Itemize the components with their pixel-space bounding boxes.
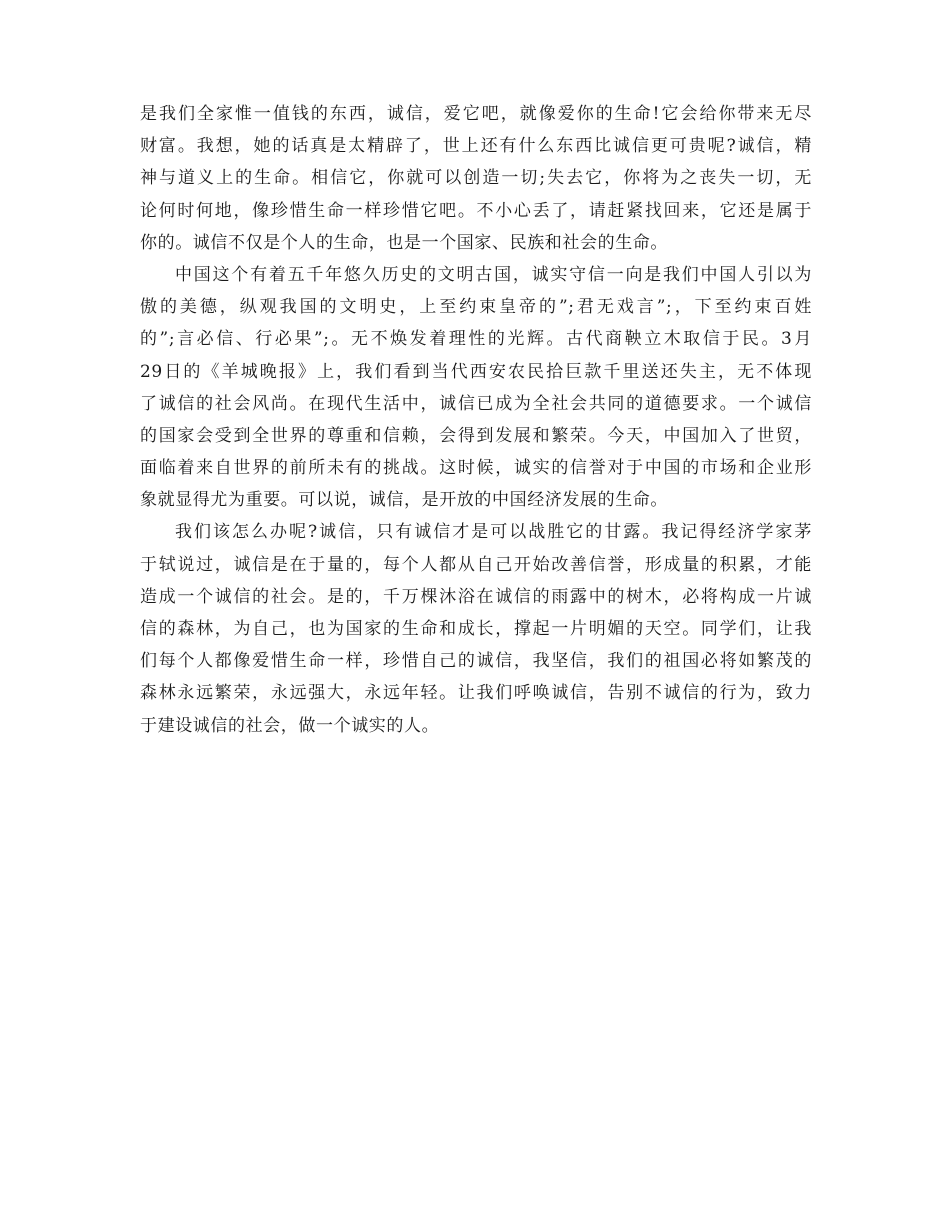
text-line: 象就显得尤为重要。可以说，诚信，是开放的中国经济发展的生命。 (140, 490, 668, 511)
text-line: 神与道义上的生命。相信它，你就可以创造一切;失去它，你将为之丧失一切，无 (140, 168, 812, 189)
paragraph-1 (140, 98, 812, 259)
paragraph-2 (140, 259, 812, 517)
text-line: 的国家会受到全世界的尊重和信赖，会得到发展和繁荣。今天，中国加入了世贸， (140, 425, 812, 446)
text-line: 森林永远繁荣，永远强大，永远年轻。让我们呼唤诚信，告别不诚信的行为，致力 (140, 683, 812, 704)
text-line: 论何时何地，像珍惜生命一样珍惜它吧。不小心丢了，请赶紧找回来，它还是属于 (140, 200, 812, 221)
text-line: 造成一个诚信的社会。是的，千万棵沐浴在诚信的雨露中的树木，必将构成一片诚 (140, 586, 812, 607)
body-text (140, 98, 812, 742)
text-line: 傲的美德，纵观我国的文明史，上至约束皇帝的”;君无戏言”;，下至约束百姓 (140, 297, 812, 318)
text-line: 于建设诚信的社会，做一个诚实的人。 (140, 715, 440, 736)
text-line: 于轼说过，诚信是在于量的，每个人都从自己开始改善信誉，形成量的积累，才能 (140, 554, 812, 575)
text-line: 中国这个有着五千年悠久历史的文明古国，诚实守信一向是我们中国人引以为 (175, 264, 812, 285)
text-line: 29日的《羊城晚报》上，我们看到当代西安农民拾巨款千里送还失主，无不体现 (140, 361, 812, 382)
text-line: 的”;言必信、行必果”;。无不焕发着理性的光辉。古代商鞅立木取信于民。3月 (140, 329, 812, 350)
text-line: 面临着来自世界的前所未有的挑战。这时候，诚实的信誉对于中国的市场和企业形 (140, 458, 812, 479)
text-line: 们每个人都像爱惜生命一样，珍惜自己的诚信，我坚信，我们的祖国必将如繁茂的 (140, 651, 812, 672)
text-line: 是我们全家惟一值钱的东西，诚信，爱它吧，就像爱你的生命!它会给你带来无尽 (140, 104, 812, 124)
text-line: 我们该怎么办呢?诚信，只有诚信才是可以战胜它的甘露。我记得经济学家茅 (175, 522, 812, 543)
text-line: 了诚信的社会风尚。在现代生活中，诚信已成为全社会共同的道德要求。一个诚信 (140, 393, 812, 414)
paragraph-3 (140, 516, 812, 741)
text-line: 信的森林，为自己，也为国家的生命和成长，撑起一片明媚的天空。同学们，让我 (140, 619, 812, 639)
text-line: 你的。诚信不仅是个人的生命，也是一个国家、民族和社会的生命。 (140, 232, 668, 253)
text-line: 财富。我想，她的话真是太精辟了，世上还有什么东西比诚信更可贵呢?诚信，精 (140, 136, 812, 157)
